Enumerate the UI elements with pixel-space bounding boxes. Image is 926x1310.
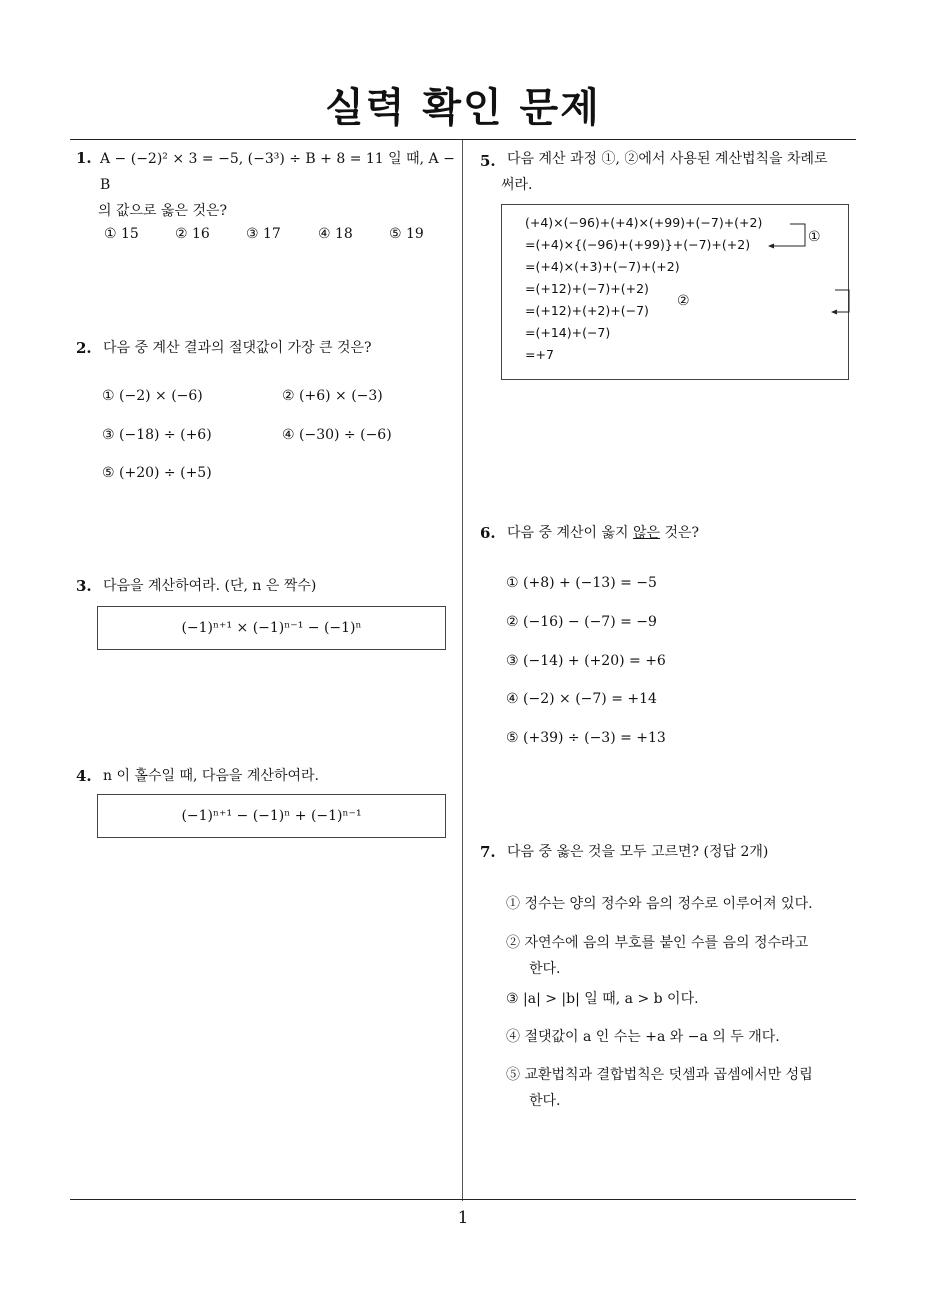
question-number: 3. [76,577,92,595]
underlined-word: 않은 [633,525,661,541]
question-number: 4. [76,767,92,785]
option-5[interactable]: ⑤ (+39) ÷ (−3) = +13 [506,730,666,746]
question-number: 2. [76,339,92,357]
option-2[interactable]: ② (−16) − (−7) = −9 [506,614,657,630]
calc-step: (+4)×(−96)+(+4)×(+99)+(−7)+(+2) [525,215,763,230]
question-text: 다음을 계산하여라. (단, n 은 짝수) [103,578,317,594]
option-3[interactable]: ③ (−14) + (+20) = +6 [506,653,666,669]
option-3[interactable]: ③ |a| > |b| 일 때, a > b 이다. [506,991,699,1007]
option-4[interactable]: ④ 절댓값이 a 인 수는 +a 와 −a 의 두 개다. [506,1029,780,1045]
option-2-continued: 한다. [529,961,561,977]
option-4[interactable]: ④ (−2) × (−7) = +14 [506,691,657,707]
marker-1: ① [808,229,821,245]
page-number: 1 [457,1208,469,1228]
bracket-arrows [760,215,810,315]
option-5[interactable]: ⑤ 19 [389,226,424,242]
question-number: 7. [480,843,496,861]
marker-2: ② [677,293,690,309]
question-text: 다음 중 옳은 것을 모두 고르면? (정답 2개) [507,844,769,860]
option-5[interactable]: ⑤ 교환법칙과 결합법칙은 덧셈과 곱셈에서만 성립 [506,1067,813,1083]
expression-box: (−1)ⁿ⁺¹ − (−1)ⁿ + (−1)ⁿ⁻¹ [97,794,446,838]
option-1[interactable]: ① (+8) + (−13) = −5 [506,575,657,591]
calc-step: =(+12)+(−7)+(+2) [525,281,649,296]
expression-box: (−1)ⁿ⁺¹ × (−1)ⁿ⁻¹ − (−1)ⁿ [97,606,446,650]
option-3[interactable]: ③ (−18) ÷ (+6) [102,427,212,443]
option-2[interactable]: ② (+6) × (−3) [282,388,383,404]
column-divider [462,140,463,1201]
option-2[interactable]: ② 자연수에 음의 부호를 붙인 수를 음의 정수라고 [506,935,809,951]
question-text: A − (−2)² × 3 = −5, (−3³) ÷ B + 8 = 11 일 때, A − B 의 값으로 옳은 것은? [98,151,455,219]
option-1[interactable]: ① 정수는 양의 정수와 음의 정수로 이루어져 있다. [506,896,813,912]
option-4[interactable]: ④ (−30) ÷ (−6) [282,427,392,443]
option-1[interactable]: ① 15 [104,226,139,242]
question-text: 다음 중 계산이 옳지 않은 것은? [507,525,700,541]
option-2[interactable]: ② 16 [175,226,210,242]
option-5[interactable]: ⑤ (+20) ÷ (+5) [102,465,212,481]
calc-step: =(+14)+(−7) [525,325,611,340]
option-5-continued: 한다. [529,1093,561,1109]
calc-step: =+7 [525,347,554,362]
calc-step: =(+4)×(+3)+(−7)+(+2) [525,259,680,274]
question-text: n 이 홀수일 때, 다음을 계산하여라. [103,768,319,784]
bracket-1 [772,224,805,246]
option-1[interactable]: ① (−2) × (−6) [102,388,203,404]
calc-step: =(+4)×{(−96)+(+99)}+(−7)+(+2) [525,237,751,252]
page-title: 실력 확인 문제 [325,85,601,131]
question-number: 6. [480,524,496,542]
calc-step: =(+12)+(+2)+(−7) [525,303,649,318]
option-3[interactable]: ③ 17 [246,226,281,242]
question-text: 다음 중 계산 결과의 절댓값이 가장 큰 것은? [103,340,372,356]
question-number: 5. [480,152,496,170]
top-rule [70,139,856,140]
option-4[interactable]: ④ 18 [318,226,353,242]
arrow-1 [768,244,774,249]
question-text: 다음 계산 과정 ①, ②에서 사용된 계산법칙을 차례로 써라. [501,151,828,193]
question-number: 1. [76,149,92,167]
bottom-rule [70,1199,856,1200]
